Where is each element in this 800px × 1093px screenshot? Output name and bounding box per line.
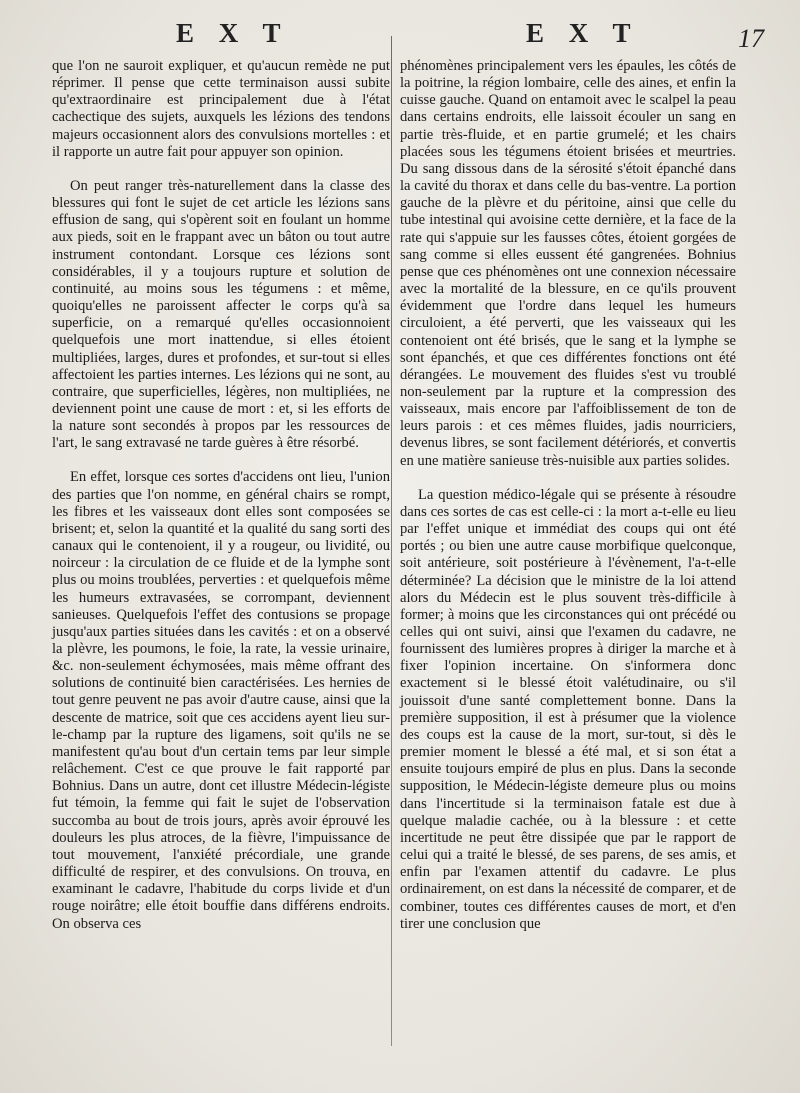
column-divider-rule bbox=[391, 36, 392, 1046]
left-text-column bbox=[52, 58, 390, 1068]
paragraph: On peut ranger très-naturellement dans la classe des blessures qui font le sujet de cet article les lézions sans effusion de sang, qui s'opèrent soit en foulant un homme aux pieds, soit en le frappant avec un bâton ou tout autre instrument contondant. Lorsque ces lézions sont considérables, il y a toujours rupture et solution de continuité, au moins sous les tégumens : et même, quoiqu'elles ne paroissent affecter le corps qu'à sa superficie, on a remarqué qu'elles occasionnoient quelquefois une mort inattendue, si elles étoient multipliées, larges, dures et profondes, et sur-tout si elles affectoient les parties internes. Les lézions qui ne sont, au contraire, que superficielles, légères, non multipliées, ne deviennent point une cause de mort : et, si les efforts de la nature sont secondés à propos par les ressources de l'art, le sang extravasé ne tarde guères à être résorbé. bbox=[52, 177, 390, 452]
paragraph: phénomènes principalement vers les épaules, les côtés de la poitrine, la région lombaire, celle des aines, et enfin la cuisse gauche. Quand on entamoit avec le scalpel la peau dans certains endroits, elle laissoit écouler un sang en partie très-fluide, et en partie grumelé; et les chairs placées sous les tégumens étoient brisées et meurtries. Du sang dissous dans de la sérosité s'étoit épanché dans la cavité du thorax et dans celle du bas-ventre. La portion gauche de la plèvre et du péritoine, ainsi que celle du tube intestinal qui avoisine cette dernière, et la face de la rate qui s'appuie sur les fausses côtes, étoient gorgées de sang comme si elles eussent été gangrenées. Bohnius pense que ces phénomènes ont une connexion nécessaire avec la mortalité de la blessure, en ce qu'ils prouvent évidemment que l'ordre dans lequel les humeurs circuloient, a été perverti, que les vaisseaux qui les contenoient ont été brisés, que le sang et la lymphe se sont épanchés, et que ces différentes fonctions ont été dérangées. Le mouvement des fluides s'est vu troublé non-seulement par la rupture et la compression des vaisseaux, mais encore par l'affoiblissement de ton de leurs parois : et ces mêmes fluides, jadis nourriciers, devenus libres, se sont facilement détériorés, et convertis en une matière sanieuse très-nuisible aux parties solides. bbox=[400, 58, 736, 469]
right-text-column bbox=[400, 58, 736, 1068]
paragraph: En effet, lorsque ces sortes d'accidens ont lieu, l'union des parties que l'on nomme, en général chairs se rompt, les fibres et les vaisseaux dont elles sont composées se brisent; et, selon la quantité et la qualité du sang sorti des canaux qui le contenoient, il y a rougeur, ou lividité, ou noirceur : la circulation de ce fluide et de la lymphe sont plus ou moins troublées, perverties : et quelquefois même les humeurs extravasées, se corrompant, deviennent sanieuses. Quelquefois l'effet des contusions se propage jusqu'aux parties situées dans les cavités : et on a observé la plèvre, les poumons, le foie, la rate, la vessie urinaire, &c. non-seulement échymosées, mais même offrant des solutions de continuité bien caractérisées. Les hernies de tout genre peuvent ne pas avoir d'autre cause, ainsi que la descente de matrice, soit que ces accidens ayent lieu sur-le-champ par la rupture des ligamens, soit qu'ils ne se manifestent qu'au bout d'un certain tems par leur simple relâchement. C'est ce que prouve le fait rapporté par Bohnius. Dans un autre, dont cet illustre Médecin-légiste fut témoin, la femme qui fait le sujet de l'observation succomba au bout de trois jours, après avoir éprouvé les douleurs les plus atroces, de la fièvre, l'impuissance de tout mouvement, l'anxiété précordiale, une grande difficulté de respirer, et des convulsions. On trouva, en examinant le cadavre, l'habitude du corps livide et d'un rouge noirâtre; elle étoit bouffie dans différens endroits. On observa ces bbox=[52, 469, 390, 932]
paragraph: que l'on ne sauroit expliquer, et qu'aucun remède ne put réprimer. Il pense que cette terminaison aussi subite qu'extraordinaire est principalement due à l'état cachectique des sujets, auxquels les lézions des tendons majeurs occasionnent alors des convulsions mortelles : et il rapporte un autre fait pour appuyer son opinion. bbox=[52, 58, 390, 160]
paragraph: La question médico-légale qui se présente à résoudre dans ces sortes de cas est celle-ci : la mort a-t-elle eu lieu par l'effet unique et immédiat des coups qui ont été portés ; ou bien une autre cause morbifique quelconque, soit antérieure, soit postérieure à l'évènement, l'a-t-elle déterminée? La décision que le ministre de la loi attend alors du Médecin est le plus souvent très-difficile à former; à moins que les circonstances qui ont précédé ou celles qui ont suivi, ainsi que l'examen du cadavre, ne fournissent des lumières propres à diriger la marche et à fixer l'opinion incertaine. On s'informera donc exactement si le blessé étoit valétudinaire, ou s'il jouissoit d'une santé complettement bonne. Dans la première supposition, il est à présumer que la violence des coups est la cause de la mort, sur-tout, si dès le premier moment le blessé a été mal, et si son état a ensuite toujours empiré de plus en plus. Dans la seconde supposition, le Médecin-légiste demeure plus ou moins dans l'incertitude si la terminaison fatale est due à quelque maladie cachée, ou à la blessure : et cette incertitude ne peut être dissipée que par le rapport de celui qui a traité le blessé, de ses parens, de ses amis, et enfin par l'examen attentif du cadavre. Le plus ordinairement, on est dans la nécessité de comparer, et de combiner, toutes ces différentes causes de mort, et d'en tirer une conclusion que bbox=[400, 486, 736, 932]
left-running-head: E X T bbox=[176, 18, 290, 48]
right-running-head: E X T bbox=[526, 18, 640, 48]
running-header bbox=[0, 18, 800, 54]
page-number: 17 bbox=[738, 24, 764, 53]
